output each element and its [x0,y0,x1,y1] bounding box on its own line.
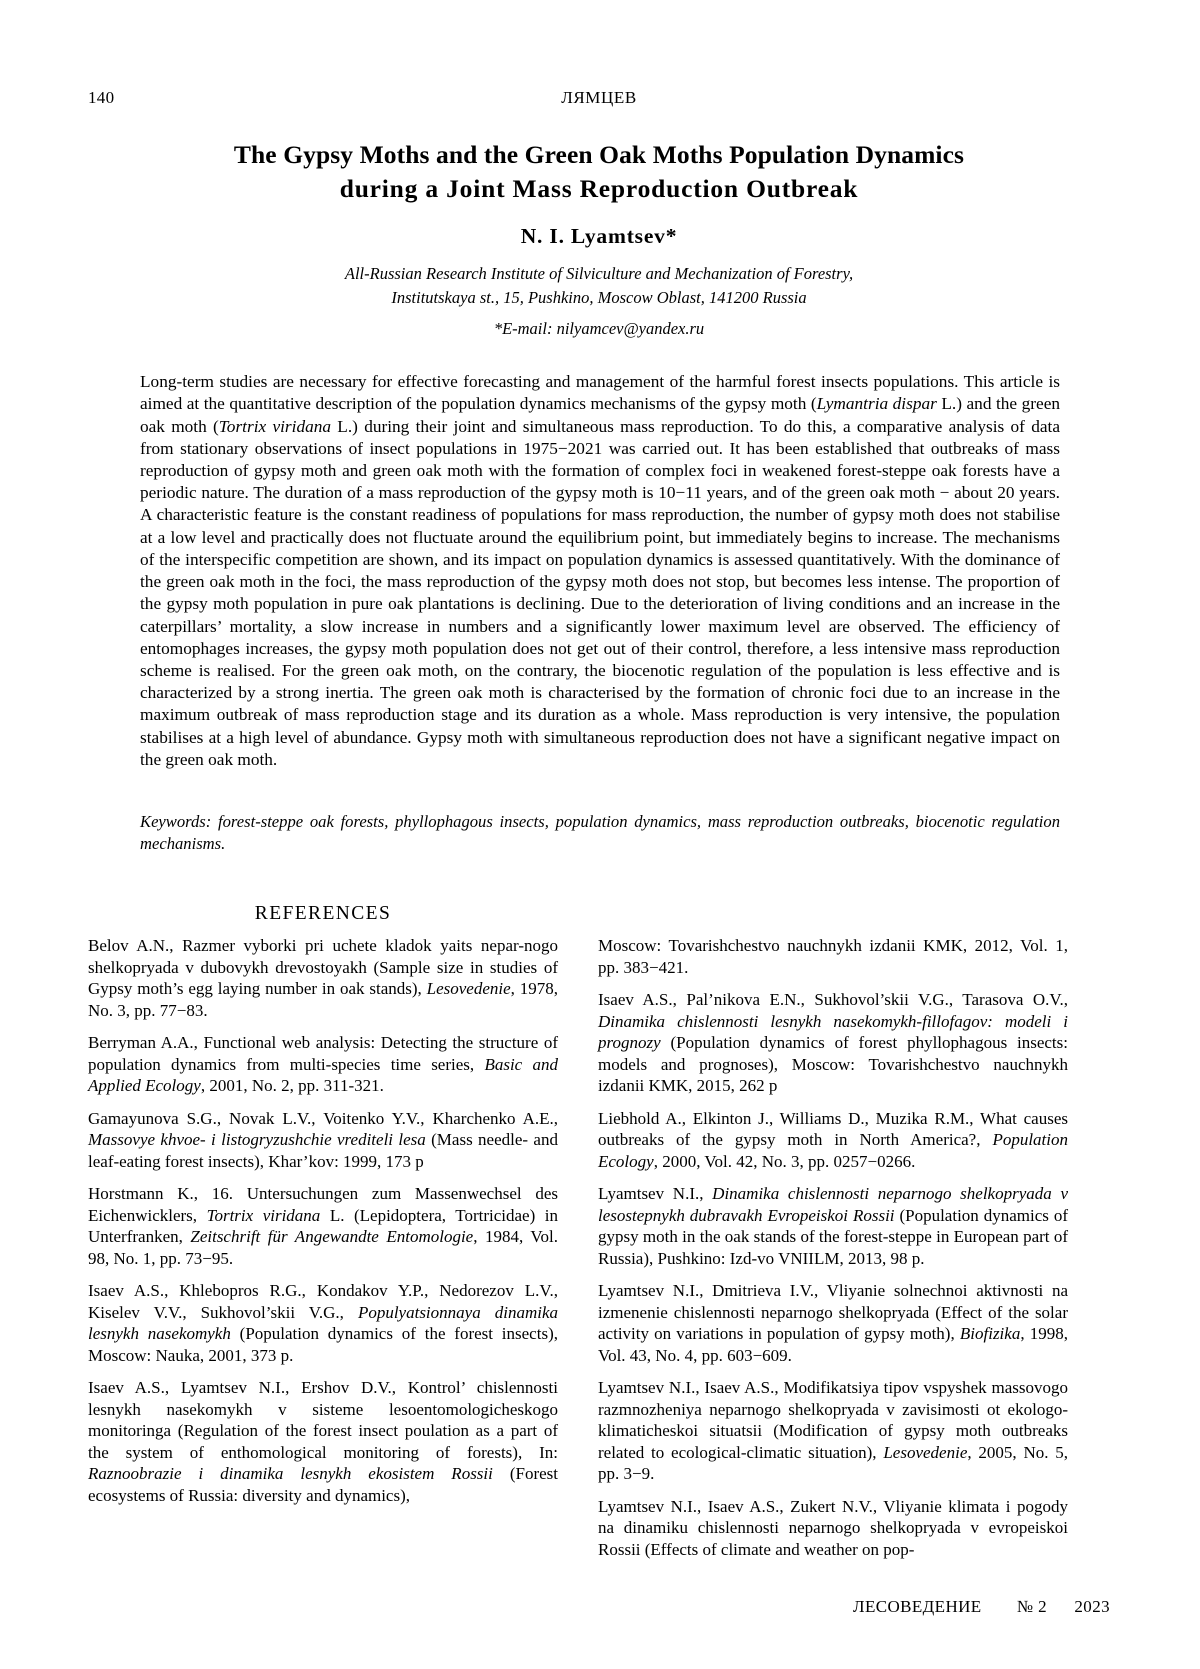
references-heading-row [88,855,1110,925]
reference-item: Belov A.N., Razmer vyborki pri uchete kladok yaits nepar-nogo shelkopryada v dubovykh drevostoyakh (Sample size in studies of Gypsy moth’s egg laying number in oak stands), Lesovedenie, 1978, No. 3, pp. 77−83. [88,936,559,1020]
references-heading: REFERENCES [254,903,392,925]
heading-spacer [598,855,1068,925]
references-right-column [598,935,1068,1560]
running-author: ЛЯМЦЕВ [561,88,637,107]
reference-item: Lyamtsev N.I., Dinamika chislennosti neparnogo shelkopryada v lesostepnykh dubravakh Evropeiskoi Rossii (Population dynamics of gypsy moth in the oak stands of the forest-steppe in European part of Russia), Pushkino: Izd-vo VNIILM, 2013, 98 p. [598,1184,1068,1268]
reference-item: Lyamtsev N.I., Dmitrieva I.V., Vliyanie solnechnoi aktivnosti na izmenenie chislennosti neparnogo shelkopryada (Effect of the solar activity on variations in population of gypsy moth), Biofizika, 1998, Vol. 43, No. 4, pp. 603−609. [598,1281,1069,1365]
affiliation-line-1: All-Russian Research Institute of Silviculture and Mechanization of Forestry, [344,264,854,284]
journal-name: ЛЕСОВЕДЕНИЕ [853,1597,982,1616]
keywords-text: Keywords: forest-steppe oak forests, phyllophagous insects, population dynamics, mass reproduction outbreaks, biocenotic regulation mechanisms. [140,812,1060,854]
reference-item: Moscow: Tovarishchestvo nauchnykh izdanii KMK, 2012, Vol. 1, pp. 383−421. [598,936,1068,977]
reference-item: Lyamtsev N.I., Isaev A.S., Zukert N.V., Vliyanie klimata i pogody na dinamiku chislennosti neparnogo shelkopryada v evropeiskoi Rossii (Effects of climate and weather on pop- [598,1496,1068,1559]
author-byline: N. I. Lyamtsev* [520,224,678,249]
affiliation-line-2: Institutskaya st., 15, Pushkino, Moscow Oblast, 141200 Russia [391,288,807,308]
page-number: 140 [88,88,115,107]
references-columns [88,935,1110,1560]
references-left-column [88,935,558,1560]
page-footer [853,1597,1110,1617]
article-title [88,138,1110,205]
abstract-text: Long-term studies are necessary for effective forecasting and management of the harmful forest insects populations. This article is aimed at the quantitative description of the population dynamics mechanisms of the gypsy moth (Lymantria dispar L.) and the green oak moth (Tortrix viridana L.) during their joint and simultaneous mass reproduction. To do this, a comparative analysis of data from stationary observations of insect populations in 1975−2021 was carried out. It has been established that outbreaks of mass reproduction of gypsy moth and green oak moth with the formation of complex foci in weakened forest-steppe oak forests have a periodic nature. The duration of a mass reproduction of the gypsy moth is 10−11 years, and of the green oak moth − about 20 years. A characteristic feature is the constant readiness of populations for mass reproduction, the number of gypsy moth does not stabilise at a low level and practically does not fluctuate around the equilibrium point, but immediately begins to increase. The mechanisms of the interspecific competition are shown, and its impact on population dynamics is assessed quantitatively. With the dominance of the green oak moth in the foci, the mass reproduction of the gypsy moth does not stop, but becomes less intense. The proportion of the gypsy moth population in pure oak plantations is declining. Due to the deterioration of living conditions and an increase in the caterpillars’ mortality, a slow increase in numbers and a significantly lower maximum level are observed. The efficiency of entomophages increases, the gypsy moth population does not get out of their control, therefore, a less intensive mass reproduction scheme is realised. For the green oak moth, on the contrary, the biocenotic regulation of the population is less effective and is characterized by a strong inertia. The green oak moth is characterised by the formation of chronic foci due to an increase in the maximum outbreak of mass reproduction stage and its duration as a whole. Mass reproduction is very intensive, the population stabilises at a high level of abundance. Gypsy moth with simultaneous reproduction does not have a significant negative impact on the green oak moth. [140,372,1060,769]
reference-item: Isaev A.S., Lyamtsev N.I., Ershov D.V., Kontrol’ chislennosti lesnykh nasekomykh v sisteme lesoentomologicheskogo monitoringa (Regulation of the forest insect poulation as a part of the system of enthomological monitoring of forests), In: Raznoobrazie i dinamika lesnykh ekosistem Rossii (Forest ecosystems of Russia: diversity and dynamics), [88,1378,558,1505]
reference-item: Horstmann K., 16. Untersuchungen zum Massenwechsel des Eichenwicklers, Tortrix viridana L. (Lepidoptera, Tortricidae) in Unterfranken, Zeitschrift für Angewandte Entomologie, 1984, Vol. 98, No. 1, pp. 73−95. [88,1184,558,1268]
running-head [88,88,1110,110]
affiliation [88,262,1110,310]
reference-item: Berryman A.A., Functional web analysis: Detecting the structure of population dynamics from multi-species time series, Basic and Applied Ecology, 2001, No. 2, pp. 311-321. [88,1033,558,1096]
author-email: *E-mail: nilyamcev@yandex.ru [493,319,705,339]
reference-item: Isaev A.S., Pal’nikova E.N., Sukhovol’skii V.G., Tarasova O.V., Dinamika chislennosti lesnykh nasekomykh-fillofagov: modeli i prognozy (Population dynamics of forest phyllophagous insects: models and prognoses), Moscow: Tovarishchestvo nauchnykh izdanii KMK, 2015, 262 p [598,990,1068,1096]
reference-item: Isaev A.S., Khlebopros R.G., Kondakov Y.P., Nedorezov L.V., Kiselev V.V., Sukhovol’skii V.G., Populyatsionnaya dinamika lesnykh nasekomykh (Population dynamics of the forest insects), Moscow: Nauka, 2001, 373 p. [88,1281,558,1365]
reference-item: Liebhold A., Elkinton J., Williams D., Muzika R.M., What causes outbreaks of the gypsy moth in North America?, Population Ecology, 2000, Vol. 42, No. 3, pp. 0257−0266. [598,1108,1068,1171]
title-line-2: during a Joint Mass Reproduction Outbreak [339,173,859,203]
publication-year: 2023 [1074,1597,1110,1616]
reference-item: Lyamtsev N.I., Isaev A.S., Modifikatsiya tipov vspyshek massovogo razmnozheniya neparnogo shelkopryada v zavisimosti ot ekologo-klimaticheskoi situatsii (Modification of gypsy moth outbreaks related to ecological-climatic situation), Lesovedenie, 2005, No. 5, pp. 3−9. [598,1378,1069,1484]
title-line-1: The Gypsy Moths and the Green Oak Moths Population Dynamics [233,140,965,169]
reference-item: Gamayunova S.G., Novak L.V., Voitenko Y.V., Kharchenko A.E., Massovye khvoe- i listogryzushchie vrediteli lesa (Mass needle- and leaf-eating forest insects), Khar’kov: 1999, 173 p [88,1108,558,1171]
issue-number: № 2 [1016,1597,1048,1616]
